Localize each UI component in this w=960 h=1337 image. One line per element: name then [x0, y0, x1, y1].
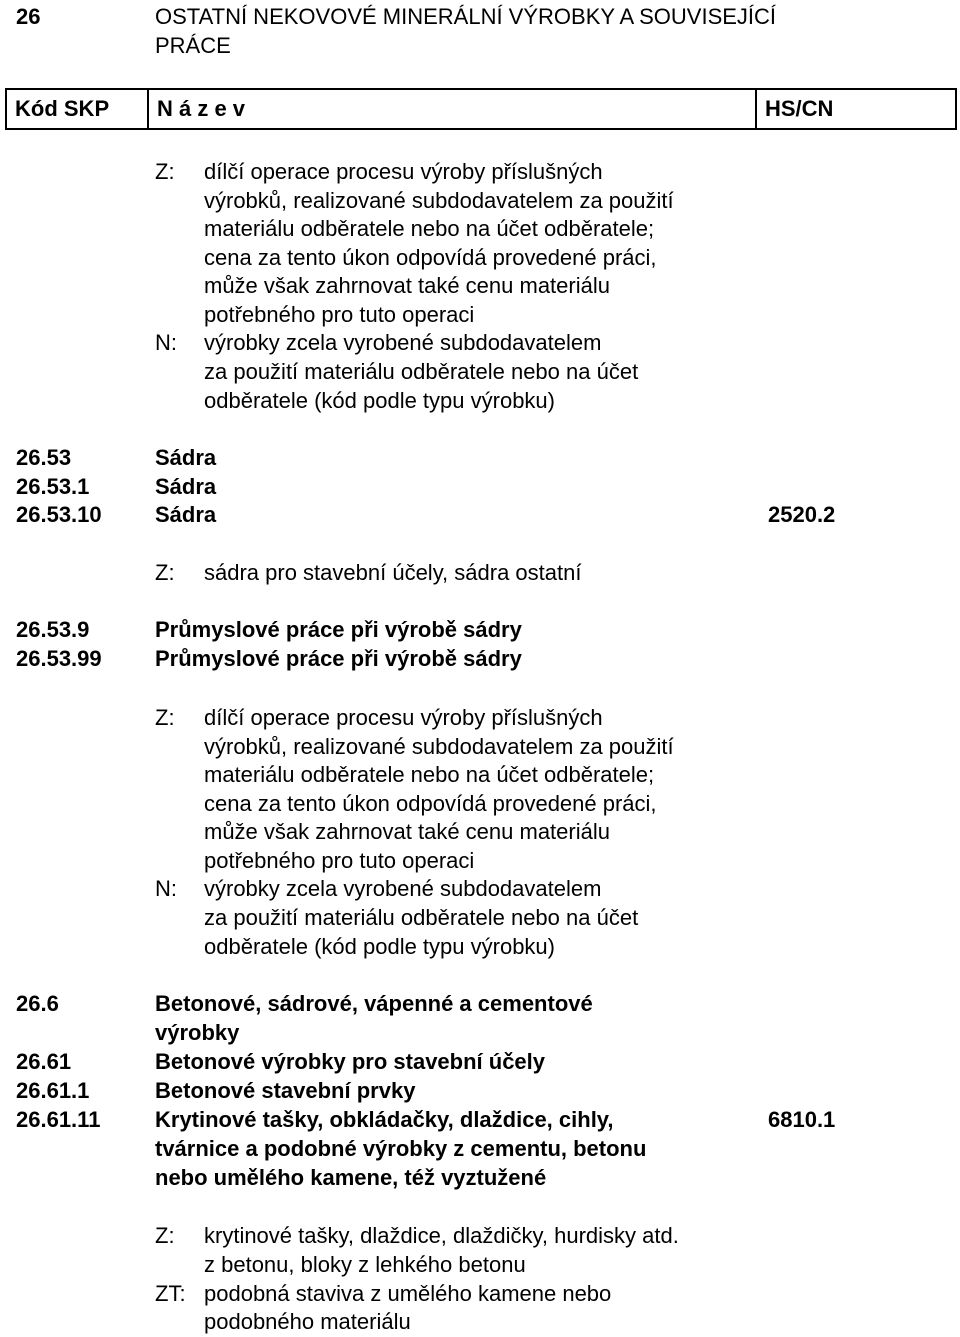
entry-code: 26.53	[16, 445, 72, 470]
note-line: odběratele (kód podle typu výrobku)	[204, 388, 555, 413]
column-header	[5, 88, 957, 130]
entry-name: Betonové, sádrové, vápenné a cementové	[155, 991, 593, 1016]
chapter-title	[155, 2, 915, 60]
entry-name: Průmyslové práce při výrobě sádry	[155, 646, 522, 671]
note-z-prefix: Z:	[155, 560, 175, 585]
note-z-prefix: Z:	[155, 705, 175, 730]
note-line: z betonu, bloky z lehkého betonu	[204, 1252, 526, 1277]
col-name-header: N á z e v	[148, 89, 756, 129]
entry-name: výrobky	[155, 1020, 240, 1045]
col-code-header: Kód SKP	[6, 89, 148, 129]
note-line: může však zahrnovat také cenu materiálu	[204, 819, 610, 844]
note-z-prefix: Z:	[155, 159, 175, 184]
entry-hs-code: 2520.2	[768, 502, 836, 527]
note-line: sádra pro stavební účely, sádra ostatní	[204, 560, 582, 585]
note-line: dílčí operace procesu výroby příslušných	[204, 705, 603, 730]
entry-name: Sádra	[155, 474, 217, 499]
note-line: výrobky zcela vyrobené subdodavatelem	[204, 330, 602, 355]
note-line: za použití materiálu odběratele nebo na účet	[204, 905, 639, 930]
entry-name: Sádra	[155, 502, 217, 527]
col-hs-header: HS/CN	[756, 89, 956, 129]
note-zt-prefix: ZT:	[155, 1281, 186, 1306]
entry-name: Sádra	[155, 445, 217, 470]
note-line: výrobků, realizované subdodavatelem za použití	[204, 188, 674, 213]
note-line: materiálu odběratele nebo na účet odběratele;	[204, 762, 655, 787]
chapter-code: 26	[16, 4, 41, 29]
note-n-prefix: N:	[155, 876, 177, 901]
entry-hs-code: 6810.1	[768, 1107, 836, 1132]
chapter-title-line1: OSTATNÍ NEKOVOVÉ MINERÁLNÍ VÝROBKY A SOUVISEJÍCÍ	[155, 4, 777, 29]
entry-name: Průmyslové práce při výrobě sádry	[155, 617, 522, 642]
note-line: výrobky zcela vyrobené subdodavatelem	[204, 876, 602, 901]
entry-code: 26.6	[16, 991, 59, 1016]
entry-code: 26.61.1	[16, 1078, 90, 1103]
note-line: cena za tento úkon odpovídá provedené práci,	[204, 791, 657, 816]
note-line: krytinové tašky, dlaždice, dlaždičky, hurdisky atd.	[204, 1223, 679, 1248]
note-line: výrobků, realizované subdodavatelem za použití	[204, 734, 674, 759]
entry-name: nebo umělého kamene, též vyztužené	[155, 1165, 547, 1190]
entry-code: 26.53.1	[16, 474, 90, 499]
note-line: za použití materiálu odběratele nebo na účet	[204, 359, 639, 384]
entry-code: 26.61	[16, 1049, 72, 1074]
note-line: potřebného pro tuto operaci	[204, 848, 475, 873]
entry-name: Krytinové tašky, obkládačky, dlaždice, cihly,	[155, 1107, 614, 1132]
entry-name: Betonové stavební prvky	[155, 1078, 416, 1103]
entry-code: 26.53.99	[16, 646, 102, 671]
entry-name: tvárnice a podobné výrobky z cementu, betonu	[155, 1136, 647, 1161]
note-line: podobná staviva z umělého kamene nebo	[204, 1281, 612, 1306]
note-line: dílčí operace procesu výroby příslušných	[204, 159, 603, 184]
note-line: odběratele (kód podle typu výrobku)	[204, 934, 555, 959]
entry-code: 26.53.10	[16, 502, 102, 527]
chapter-title-line2: PRÁCE	[155, 33, 231, 58]
note-z-prefix: Z:	[155, 1223, 175, 1248]
entry-code: 26.61.11	[16, 1107, 101, 1132]
entry-name: Betonové výrobky pro stavební účely	[155, 1049, 546, 1074]
note-line: potřebného pro tuto operaci	[204, 302, 475, 327]
note-line: materiálu odběratele nebo na účet odběratele;	[204, 216, 655, 241]
note-n-prefix: N:	[155, 330, 177, 355]
note-line: může však zahrnovat také cenu materiálu	[204, 273, 610, 298]
entry-code: 26.53.9	[16, 617, 90, 642]
note-line: podobného materiálu	[204, 1309, 411, 1334]
note-line: cena za tento úkon odpovídá provedené práci,	[204, 245, 657, 270]
